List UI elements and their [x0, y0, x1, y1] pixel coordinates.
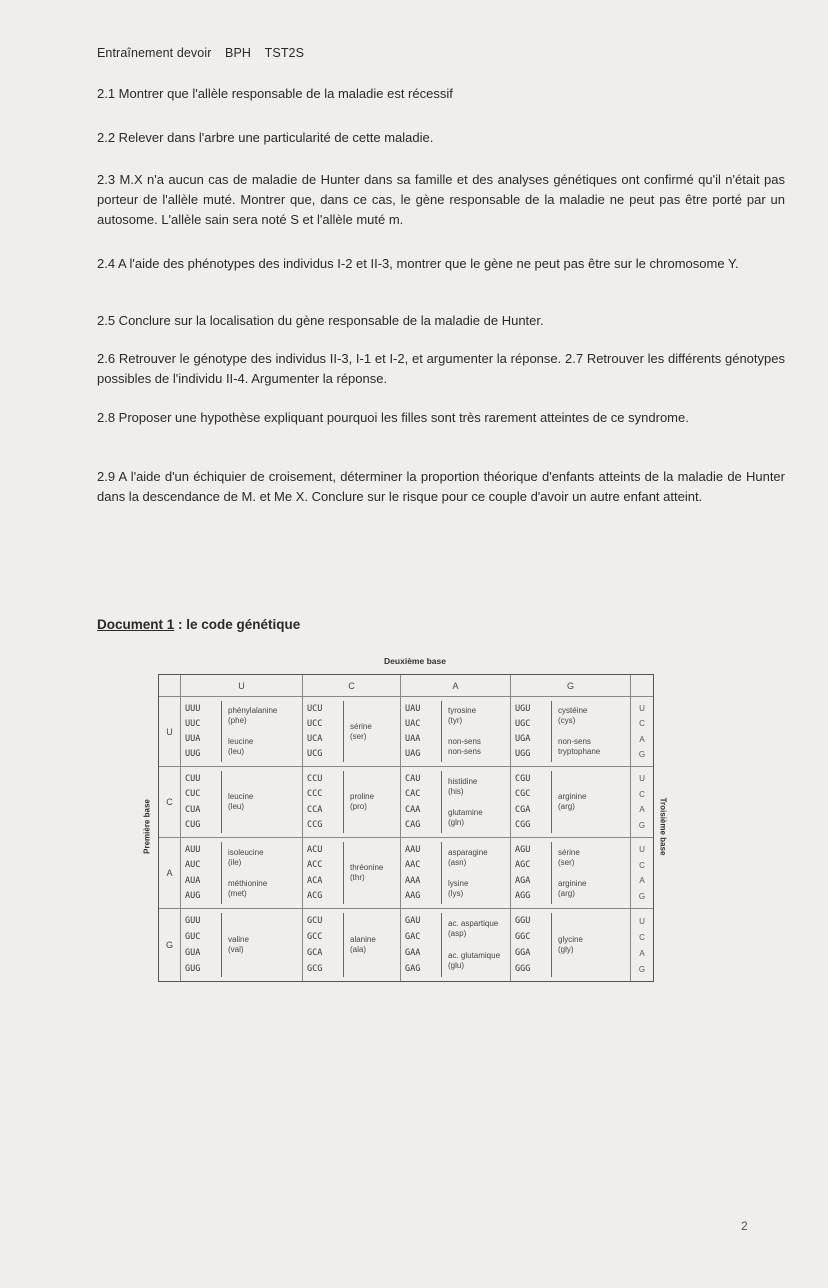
- codon: AUA: [185, 875, 201, 886]
- amino-acid-abbr: (gln): [448, 817, 465, 827]
- amino-acid: [221, 873, 300, 904]
- amino-acid-name: méthionine: [228, 878, 268, 888]
- amino-acid-name: phénylalanine: [228, 706, 278, 716]
- third-base: A: [639, 734, 645, 744]
- codon-cell: [401, 697, 511, 767]
- amino-acid-name: cystéine: [558, 706, 588, 716]
- amino-acid-name: thréonine: [350, 863, 384, 872]
- codon: GAA: [405, 948, 421, 958]
- amino-acid-abbr: (ala): [350, 945, 367, 954]
- amino-acid-name: arginine: [558, 792, 587, 801]
- second-base-label: Deuxième base: [384, 656, 446, 666]
- codon-cell: [511, 767, 631, 838]
- amino-acid: [343, 842, 398, 904]
- amino-acid: [551, 732, 628, 763]
- corner-cell: [159, 675, 181, 697]
- codon: UCC: [307, 718, 323, 729]
- codon: UCU: [307, 703, 323, 714]
- amino-acid: [441, 945, 508, 977]
- amino-acid-abbr: (arg): [558, 888, 575, 898]
- amino-acid: [343, 701, 398, 762]
- third-base-label: Troisième base: [658, 797, 668, 856]
- amino-acid-abbr: tryptophane: [558, 746, 601, 756]
- amino-acid-abbr: (his): [448, 786, 464, 796]
- question-2-3: 2.3 M.X n'a aucun cas de maladie de Hunter dans sa famille et des analyses génétiques ont confirmé qu'il n'était pas porteur de l'allèle muté. Montrer que, dans ce cas, le gène responsable de la maladie ne peut pas être porté par un autosome. L'allèle sain sera noté S et l'allèle muté m.: [97, 172, 785, 227]
- amino-acid-abbr: (pro): [350, 802, 367, 811]
- codon-list: [185, 771, 200, 833]
- codon-cell: [401, 838, 511, 909]
- page-number: 2: [741, 1219, 748, 1233]
- amino-acid-name: non-sens: [448, 736, 481, 746]
- codon: GUU: [185, 916, 201, 926]
- third-base: C: [639, 860, 645, 870]
- codon: AAA: [405, 875, 421, 886]
- codon: ACC: [307, 860, 323, 871]
- third-base: G: [638, 891, 646, 901]
- amino-acid: [221, 732, 300, 763]
- second-base-3: G: [511, 675, 631, 697]
- codon: CUC: [185, 789, 201, 800]
- third-base-column: [631, 838, 653, 909]
- third-base: C: [639, 789, 645, 799]
- third-base: A: [639, 876, 645, 886]
- codon-list: [185, 913, 200, 977]
- codon-cell: [303, 838, 401, 909]
- codon: UAC: [405, 718, 421, 729]
- codon: AUG: [185, 891, 201, 902]
- amino-acid: [551, 842, 628, 873]
- codon: AGU: [515, 844, 531, 855]
- codon: CAG: [405, 820, 421, 831]
- codon: GCA: [307, 948, 323, 958]
- codon-cell: [303, 767, 401, 838]
- codon: AAC: [405, 860, 421, 871]
- amino-acid-abbr: (tyr): [448, 716, 463, 726]
- document-caption: : le code génétique: [174, 617, 301, 632]
- amino-acid-name: arginine: [558, 878, 587, 888]
- codon: CAU: [405, 773, 421, 784]
- codon-cell: [181, 909, 303, 981]
- amino-acid-abbr: (thr): [350, 873, 365, 882]
- first-base-3: G: [159, 909, 181, 981]
- codon: GCC: [307, 932, 323, 942]
- third-base: U: [639, 774, 645, 784]
- amino-acid-abbr: (leu): [228, 802, 245, 811]
- amino-acid: [221, 913, 300, 977]
- amino-acid-abbr: (cys): [558, 716, 576, 726]
- amino-acid-abbr: (phe): [228, 716, 247, 726]
- document-title: [97, 617, 300, 632]
- amino-acid-abbr: (asn): [448, 857, 467, 867]
- codon-list: [405, 842, 420, 904]
- amino-acid: [551, 913, 628, 977]
- codon: ACA: [307, 875, 323, 886]
- first-base-0: U: [159, 697, 181, 767]
- codon-cell: [181, 697, 303, 767]
- codon: GUA: [185, 948, 201, 958]
- codon: CUA: [185, 804, 201, 815]
- codon: GUC: [185, 932, 201, 942]
- header-title: Entraînement devoir: [97, 46, 212, 60]
- amino-acid-abbr: (met): [228, 888, 247, 898]
- codon-cell: [181, 767, 303, 838]
- codon: CGA: [515, 804, 531, 815]
- codon: GGG: [515, 964, 531, 974]
- codon: GGU: [515, 916, 531, 926]
- codon-list: [405, 913, 420, 977]
- amino-acid-name: valine: [228, 935, 249, 944]
- second-base-2: A: [401, 675, 511, 697]
- third-base: C: [639, 719, 645, 729]
- codon: CCC: [307, 789, 323, 800]
- amino-acid-abbr: (glu): [448, 961, 465, 970]
- header-class: TST2S: [264, 46, 305, 60]
- codon: UAG: [405, 749, 421, 760]
- codon-cell: [303, 909, 401, 981]
- codon-cell: [511, 909, 631, 981]
- codon: UUA: [185, 734, 201, 745]
- codon-list: [307, 771, 322, 833]
- codon: AUU: [185, 844, 201, 855]
- third-base: G: [638, 820, 646, 830]
- codon: AAG: [405, 891, 421, 902]
- codon: UGU: [515, 703, 531, 714]
- amino-acid: [551, 701, 628, 732]
- first-base-2: A: [159, 838, 181, 909]
- third-base: U: [639, 704, 645, 714]
- codon: AUC: [185, 860, 201, 871]
- codon: GUG: [185, 964, 201, 974]
- amino-acid: [551, 771, 628, 833]
- codon: GAG: [405, 964, 421, 974]
- first-base-1: C: [159, 767, 181, 838]
- second-base-1: C: [303, 675, 401, 697]
- amino-acid-abbr: (lys): [448, 888, 464, 898]
- amino-acid-abbr: non-sens: [448, 746, 481, 756]
- amino-acid-name: leucine: [228, 736, 254, 746]
- codon-grid: [158, 674, 654, 982]
- codon: UAU: [405, 703, 421, 714]
- codon-list: [307, 913, 322, 977]
- codon: GGA: [515, 948, 531, 958]
- amino-acid-name: ac. glutamique: [448, 951, 501, 960]
- codon-list: [185, 701, 200, 762]
- third-base: G: [638, 749, 646, 759]
- codon: CUU: [185, 773, 201, 784]
- amino-acid: [441, 802, 508, 833]
- amino-acid: [221, 701, 300, 732]
- codon-list: [515, 771, 530, 833]
- amino-acid: [343, 913, 398, 977]
- codon: UCG: [307, 749, 323, 760]
- codon: CUG: [185, 820, 201, 831]
- codon-cell: [181, 838, 303, 909]
- amino-acid: [221, 771, 300, 833]
- amino-acid-name: glycine: [558, 935, 583, 944]
- amino-acid-abbr: (gly): [558, 945, 574, 954]
- codon-list: [405, 701, 420, 762]
- amino-acid-name: proline: [350, 792, 375, 801]
- header-subject: BPH: [225, 46, 252, 60]
- codon: UGC: [515, 718, 531, 729]
- amino-acid-abbr: (ile): [228, 857, 242, 867]
- amino-acid: [441, 771, 508, 802]
- question-2-2: 2.2 Relever dans l'arbre une particularité de cette maladie.: [97, 130, 434, 145]
- codon: GAC: [405, 932, 421, 942]
- codon: AGC: [515, 860, 531, 871]
- codon-list: [515, 913, 530, 977]
- codon: AGG: [515, 891, 531, 902]
- codon-list: [307, 701, 322, 762]
- second-base-0: U: [181, 675, 303, 697]
- codon: UUC: [185, 718, 201, 729]
- codon: CGG: [515, 820, 531, 831]
- codon-list: [307, 842, 322, 904]
- codon-list: [515, 842, 530, 904]
- codon-cell: [511, 697, 631, 767]
- codon: CGC: [515, 789, 531, 800]
- question-2-4: 2.4 A l'aide des phénotypes des individus I-2 et II-3, montrer que le gène ne peut pas être sur le chromosome Y.: [97, 256, 739, 271]
- third-base: U: [639, 916, 645, 926]
- amino-acid-abbr: (ser): [350, 731, 367, 741]
- codon: CCU: [307, 773, 323, 784]
- third-base: G: [638, 964, 646, 974]
- amino-acid: [441, 701, 508, 732]
- question-2-1: 2.1 Montrer que l'allèle responsable de la maladie est récessif: [97, 86, 453, 101]
- codon: AAU: [405, 844, 421, 855]
- amino-acid: [441, 873, 508, 904]
- amino-acid-abbr: (val): [228, 945, 244, 954]
- codon: CCA: [307, 804, 323, 815]
- codon-cell: [401, 909, 511, 981]
- amino-acid-abbr: (leu): [228, 746, 245, 756]
- amino-acid: [221, 842, 300, 873]
- first-base-label: Première base: [142, 799, 152, 854]
- question-2-6-2-7: 2.6 Retrouver le génotype des individus II-3, I-1 et I-2, et argumenter la réponse. 2.7 Retrouver les différents génotypes possibles de l'individu II-4. Argumenter la réponse.: [97, 351, 785, 386]
- codon: UUG: [185, 749, 201, 760]
- codon: UAA: [405, 734, 421, 745]
- amino-acid-name: lysine: [448, 878, 469, 888]
- amino-acid-name: isoleucine: [228, 847, 264, 857]
- third-base-column: [631, 697, 653, 767]
- codon: GAU: [405, 916, 421, 926]
- codon: GGC: [515, 932, 531, 942]
- codon: UCA: [307, 734, 323, 745]
- corner-cell-right: [631, 675, 653, 697]
- third-base-column: [631, 767, 653, 838]
- codon: CGU: [515, 773, 531, 784]
- third-base: A: [639, 948, 645, 958]
- codon: GCG: [307, 964, 323, 974]
- amino-acid-name: alanine: [350, 935, 376, 944]
- codon: UGG: [515, 749, 531, 760]
- amino-acid-name: sérine: [350, 721, 372, 731]
- codon: UGA: [515, 734, 531, 745]
- codon-cell: [401, 767, 511, 838]
- amino-acid: [441, 913, 508, 945]
- third-base: A: [639, 805, 645, 815]
- amino-acid: [441, 732, 508, 763]
- codon-list: [515, 701, 530, 762]
- codon: ACG: [307, 891, 323, 902]
- amino-acid-name: glutamine: [448, 807, 483, 817]
- amino-acid-name: asparagine: [448, 847, 488, 857]
- third-base: U: [639, 845, 645, 855]
- amino-acid-abbr: (asp): [448, 929, 467, 938]
- third-base-column: [631, 909, 653, 981]
- codon-list: [405, 771, 420, 833]
- codon-cell: [511, 838, 631, 909]
- amino-acid: [551, 873, 628, 904]
- codon: CAC: [405, 789, 421, 800]
- question-2-9: 2.9 A l'aide d'un échiquier de croisement, déterminer la proportion théorique d'enfants atteints de la maladie de Hunter dans la descendance de M. et Me X. Conclure sur le risque pour ce couple d'avoir un autre enfant atteint.: [97, 469, 785, 504]
- amino-acid-name: ac. aspartique: [448, 919, 499, 928]
- codon: CCG: [307, 820, 323, 831]
- document-label: Document 1: [97, 617, 175, 632]
- codon-cell: [303, 697, 401, 767]
- codon: ACU: [307, 844, 323, 855]
- amino-acid-abbr: (ser): [558, 857, 575, 867]
- question-2-5: 2.5 Conclure sur la localisation du gène responsable de la maladie de Hunter.: [97, 313, 544, 328]
- amino-acid: [441, 842, 508, 873]
- amino-acid: [343, 771, 398, 833]
- amino-acid-name: tyrosine: [448, 706, 477, 716]
- codon: AGA: [515, 875, 531, 886]
- amino-acid-name: leucine: [228, 792, 254, 801]
- page-header: [97, 46, 304, 60]
- question-2-8: 2.8 Proposer une hypothèse expliquant pourquoi les filles sont très rarement atteintes de ce syndrome.: [97, 410, 689, 425]
- amino-acid-name: histidine: [448, 776, 478, 786]
- codon: GCU: [307, 916, 323, 926]
- amino-acid-name: sérine: [558, 847, 580, 857]
- codon: UUU: [185, 703, 201, 714]
- codon: CAA: [405, 804, 421, 815]
- genetic-code-table: [140, 654, 668, 1000]
- amino-acid-abbr: (arg): [558, 802, 575, 811]
- amino-acid-name: non-sens: [558, 736, 591, 746]
- codon-list: [185, 842, 200, 904]
- third-base: C: [639, 932, 645, 942]
